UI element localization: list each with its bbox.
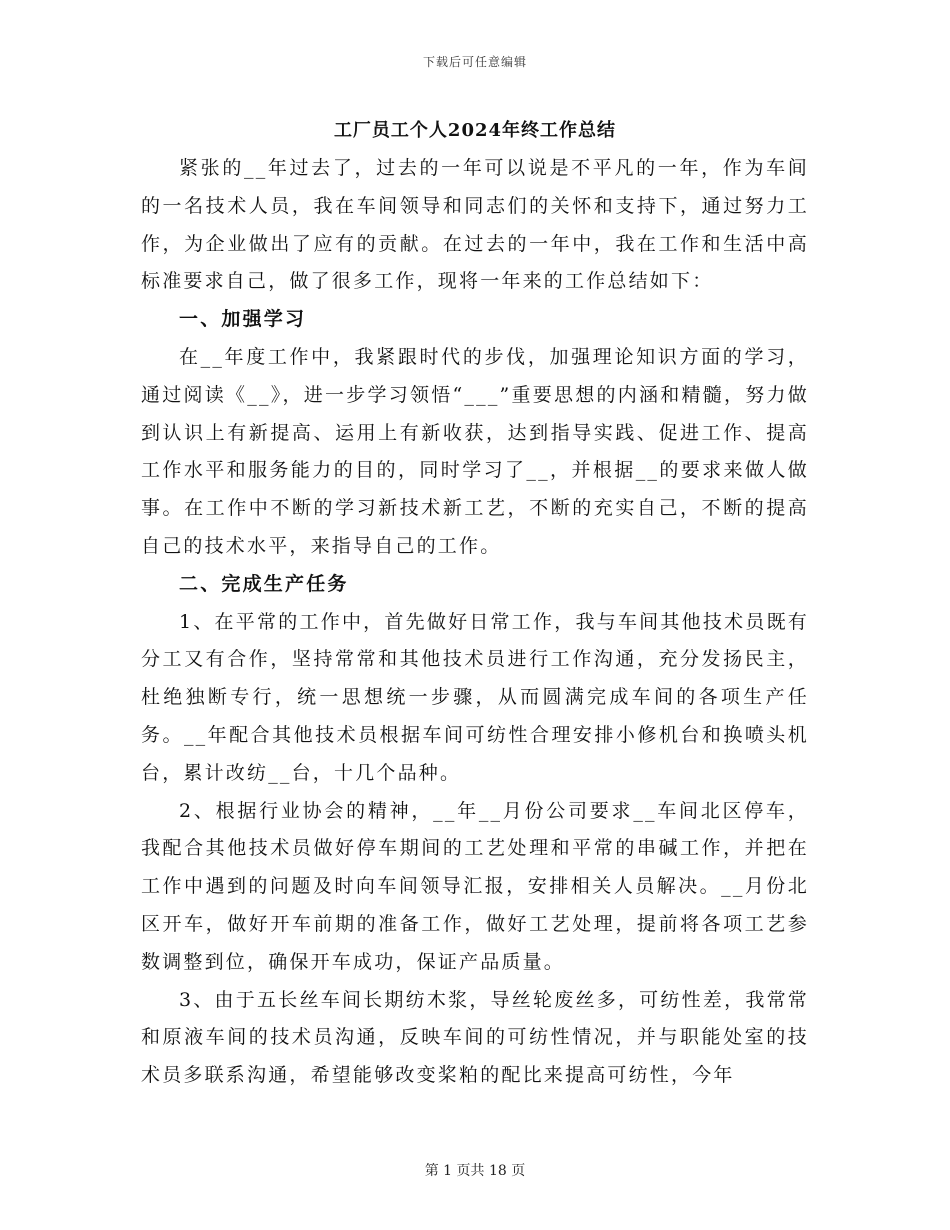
production-paragraph-3: 3、由于五长丝车间长期纺木浆，导丝轮废丝多，可纺性差，我常常和原液车间的技术员沟通，反映车间的可纺性情况，并与职能处室的技术员多联系沟通，希望能够改变桨粕的配比来提高可纺性，今年 xyxy=(141,988,809,1087)
header-note: 下载后可任意编辑 xyxy=(422,55,527,69)
production-paragraph-1: 1、在平常的工作中，首先做好日常工作，我与车间其他技术员既有分工又有合作，坚持常常和其他技术员进行工作沟通，充分发扬民主，杜绝独断专行，统一思想统一步骤，从而圆满完成车间的各项生产任务。__年配合其他技术员根据车间可纺性合理安排小修机台和换喷头机台，累计改纺__台，十几个品种。 xyxy=(141,610,809,784)
section-heading-production: 二、完成生产任务 xyxy=(179,572,349,595)
document-title: 工厂员工个人2024年终工作总结 xyxy=(333,120,617,141)
section-heading-study: 一、加强学习 xyxy=(179,308,307,331)
study-paragraph: 在__年度工作中，我紧跟时代的步伐，加强理论知识方面的学习，通过阅读《__》，进一步学习领悟“___”重要思想的内涵和精髓，努力做到认识上有新提高、运用上有新收获，达到指导实践、促进工作、提高工作水平和服务能力的目的，同时学习了__，并根据__的要求来做人做事。在工作中不断的学习新技术新工艺，不断的充实自己，不断的提高自己的技术水平，来指导自己的工作。 xyxy=(141,345,809,557)
intro-paragraph: 紧张的__年过去了，过去的一年可以说是不平凡的一年，作为车间的一名技术人员，我在车间领导和同志们的关怀和支持下，通过努力工作，为企业做出了应有的贡献。在过去的一年中，我在工作和生活中高标准要求自己，做了很多工作，现将一年来的工作总结如下： xyxy=(141,157,809,293)
document-body xyxy=(141,150,809,1095)
page-number: 第 1 页共 18 页 xyxy=(424,1163,526,1179)
production-paragraph-2: 2、根据行业协会的精神，__年__月份公司要求__车间北区停车，我配合其他技术员做好停车期间的工艺处理和平常的串碱工作，并把在工作中遇到的问题及时向车间领导汇报，安排相关人员解决。__月份北区开车，做好开车前期的准备工作，做好工艺处理，提前将各项工艺参数调整到位，确保开车成功，保证产品质量。 xyxy=(141,799,809,973)
